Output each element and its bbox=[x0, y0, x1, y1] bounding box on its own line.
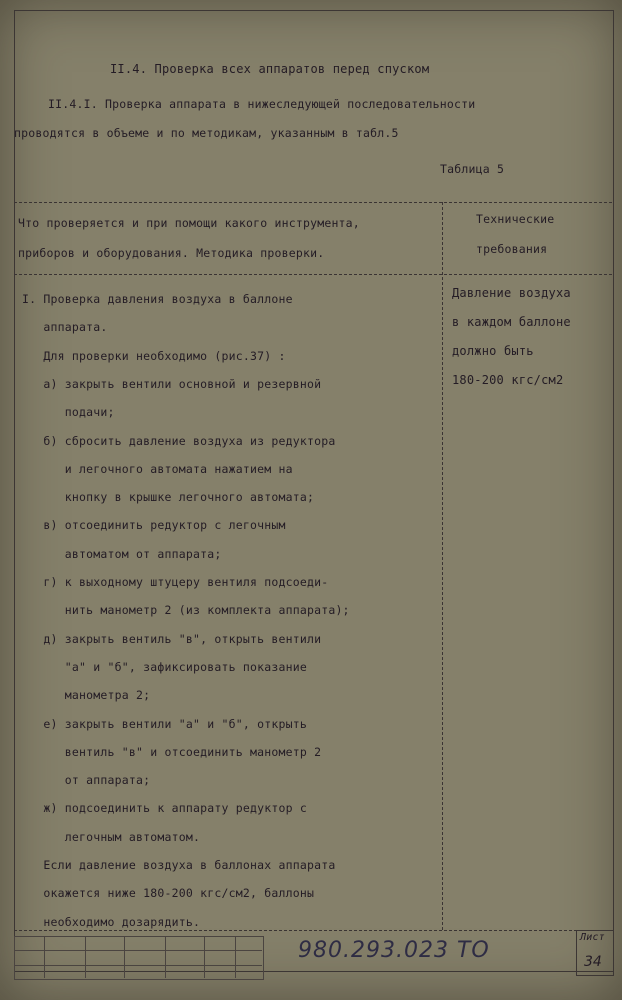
sheet-number: 34 bbox=[584, 954, 602, 970]
requirement-line: в каждом баллоне bbox=[452, 315, 571, 329]
procedure-line: б) сбросить давление воздуха из редуктора bbox=[22, 433, 336, 448]
requirement-line: должно быть bbox=[452, 344, 534, 358]
intro-line-2: проводятся в объеме и по методикам, указанным в табл.5 bbox=[14, 126, 399, 140]
section-heading: II.4. Проверка всех аппаратов перед спуском bbox=[110, 62, 430, 76]
column-header-left: Что проверяется и при помощи какого инструмента, bbox=[18, 216, 360, 230]
intro-line-1: II.4.I. Проверка аппарата в нижеследующей последовательности bbox=[48, 97, 476, 111]
procedure-line: подачи; bbox=[22, 405, 115, 420]
table-column-divider bbox=[442, 202, 443, 930]
procedure-line: кнопку в крышке легочного автомата; bbox=[22, 490, 315, 505]
table-header-rule bbox=[14, 274, 612, 275]
procedure-line: легочным автоматом. bbox=[22, 829, 201, 844]
sheet-label: Лист bbox=[580, 932, 605, 943]
column-header-right-cont: требования bbox=[476, 242, 548, 256]
procedure-line: ж) подсоединить к аппарату редуктор с bbox=[22, 801, 307, 816]
column-header-left-cont: приборов и оборудования. Методика проверки. bbox=[18, 246, 325, 260]
procedure-line: необходимо дозарядить. bbox=[22, 914, 201, 929]
procedure-line: нить манометр 2 (из комплекта аппарата); bbox=[22, 603, 350, 618]
procedure-line: в) отсоединить редуктор с легочным bbox=[22, 518, 286, 533]
procedure-line: автоматом от аппарата; bbox=[22, 546, 222, 561]
table-bottom-rule bbox=[14, 930, 612, 931]
title-block-stamp bbox=[14, 936, 264, 980]
procedure-line: вентиль "в" и отсоединить манометр 2 bbox=[22, 744, 322, 759]
column-header-right: Технические bbox=[476, 212, 555, 226]
procedure-line: Если давление воздуха в баллонах аппарата bbox=[22, 858, 336, 872]
procedure-line: I. Проверка давления воздуха в баллоне bbox=[22, 292, 293, 306]
procedure-line: е) закрыть вентили "а" и "б", открыть bbox=[22, 716, 307, 731]
procedure-line: г) к выходному штуцеру вентиля подсоеди- bbox=[22, 575, 329, 589]
requirement-line: Давление воздуха bbox=[452, 286, 571, 300]
procedure-line: д) закрыть вентиль "в", открыть вентили bbox=[22, 631, 322, 646]
table-top-rule bbox=[14, 202, 612, 203]
procedure-line: аппарата. bbox=[22, 320, 108, 335]
requirement-line: 180-200 кгс/см2 bbox=[452, 373, 564, 387]
procedure-line: и легочного автомата нажатием на bbox=[22, 461, 293, 476]
procedure-line: манометра 2; bbox=[22, 688, 151, 703]
document-number: 980.293.023 ТО bbox=[298, 938, 490, 963]
procedure-line: "а" и "б", зафиксировать показание bbox=[22, 659, 307, 674]
procedure-line: от аппарата; bbox=[22, 773, 151, 788]
procedure-line: окажется ниже 180-200 кгс/см2, баллоны bbox=[22, 886, 315, 901]
table-label: Таблица 5 bbox=[440, 162, 505, 176]
procedure-line: а) закрыть вентили основной и резервной bbox=[22, 376, 322, 391]
procedure-line: Для проверки необходимо (рис.37) : bbox=[22, 348, 286, 363]
